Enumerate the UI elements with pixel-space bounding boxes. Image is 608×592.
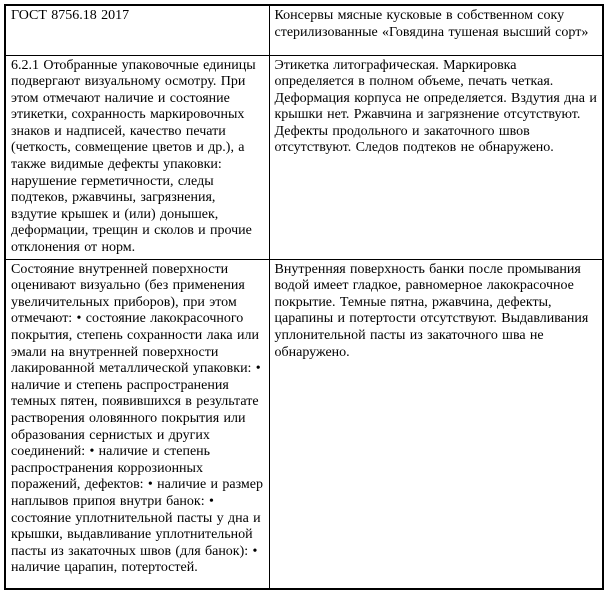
cell-packaging-inspection-result: Этикетка литографическая. Маркировка определяется в полном объеме, печать четкая. Деформация корпуса не определяется. Вздутия дна и крышки нет. Ржавчина и загрязнение отсутствуют. Дефекты продольного и закаточного швов отсутствуют. Следов подтеков не обнаружено. — [269, 55, 603, 259]
inspection-table — [4, 4, 604, 590]
cell-inner-surface-inspection-result: Внутренняя поверхность банки после промывания водой имеет гладкое, равномерное лакокрасочное покрытие. Темные пятна, ржавчина, дефекты, царапины и потертости отсутствуют. Выдавливания уплонительной пасты из закаточного шва не обнаружено. — [269, 259, 603, 589]
table-row-packaging-inspection — [5, 55, 603, 259]
table-row-inner-surface-inspection — [5, 259, 603, 589]
cell-inner-surface-inspection-method: Состояние внутренней поверхности оценивают визуально (без применения увеличительных приборов), при этом отмечают: • состояние лакокрасочного покрытия, степень сохранности лака или эмали на внутренней поверхности лакированной металлической упаковки: • наличие и степень распространения темных пятен, появившихся в результате растворения оловянного покрытия или образования сернистых и других соединений: • наличие и степень распространения коррозионных поражений, дефектов: • наличие и размер наплывов припоя внутри банок: • состояние уплотнительной пасты у дна и крышки, выдавливание уплотнительной пасты из закаточных швов (для банок): • наличие царапин, потертостей. — [5, 259, 269, 589]
cell-standard-number: ГОСТ 8756.18 2017 — [5, 5, 269, 55]
cell-packaging-inspection-method: 6.2.1 Отобранные упаковочные единицы подвергают визуальному осмотру. При этом отмечают наличие и состояние этикетки, сохранность маркировочных знаков и надписей, качество печати (четкость, совмещение цветов и др.), а также видимые дефекты упаковки: нарушение герметичности, следы подтеков, ржавчины, загрязнения, вздутие крышек и (или) донышек, деформации, трещин и сколов и прочие отклонения от норм. — [5, 55, 269, 259]
cell-product-name: Консервы мясные кусковые в собственном соку стерилизованные «Говядина тушеная высший сорт» — [269, 5, 603, 55]
table-row-header — [5, 5, 603, 55]
